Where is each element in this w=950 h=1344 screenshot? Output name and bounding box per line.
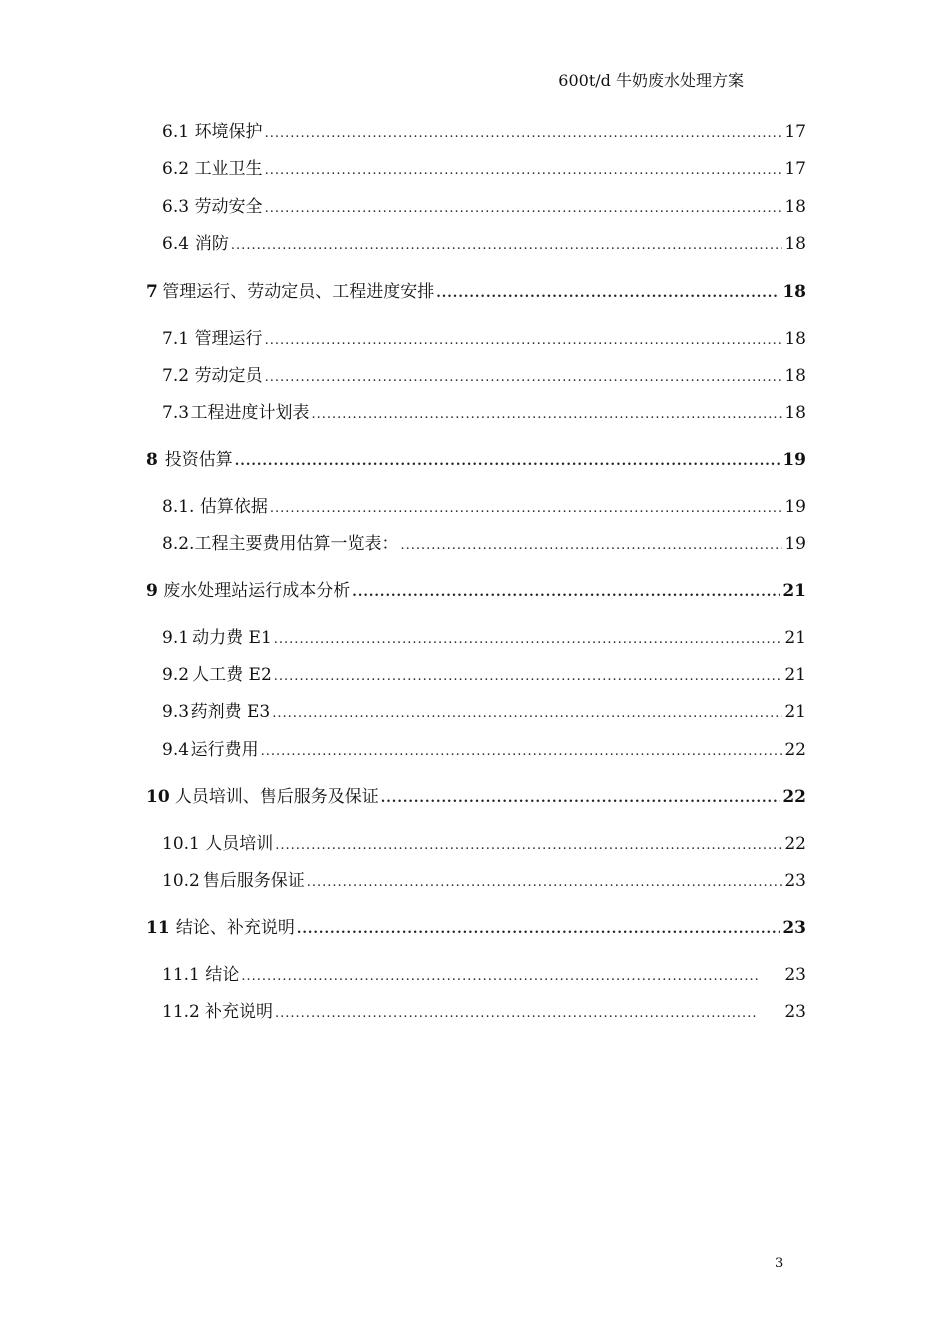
toc-entry-title: 工程主要费用估算一览表： (194, 534, 399, 554)
toc-dot-leader (265, 366, 783, 390)
toc-entry-title: 管理运行 (194, 329, 263, 349)
toc-entry-page: 22 (784, 740, 806, 760)
toc-entry-title: 结论 (205, 965, 240, 985)
toc-entry-title: 动力费 E1 (192, 628, 272, 648)
toc-entry-9-3[interactable] (162, 700, 806, 726)
toc-entry-number: 10.1 (162, 834, 200, 854)
toc-dot-leader (274, 665, 783, 689)
toc-entry-page: 22 (782, 787, 806, 807)
toc-entry-page: 19 (784, 534, 806, 554)
toc-entry-title: 药剂费 E3 (190, 702, 271, 722)
toc-dot-leader (307, 871, 783, 895)
toc-entry-number: 10.2 (162, 871, 200, 891)
toc-entry-page: 18 (782, 282, 806, 302)
toc-entry-page: 23 (784, 965, 806, 985)
toc-entry-page: 17 (784, 122, 806, 142)
toc-entry-page: 18 (784, 403, 806, 423)
toc-dot-leader (275, 834, 782, 858)
toc-entry-title: 估算依据 (199, 497, 268, 517)
toc-entry-title: 劳动定员 (194, 366, 263, 386)
toc-entry-number: 11.2 (162, 1002, 200, 1022)
toc-entry-6-1[interactable] (162, 120, 806, 146)
toc-entry-number: 9 (146, 581, 158, 601)
toc-entry-title: 工程进度计划表 (190, 403, 310, 423)
toc-entry-page: 21 (784, 628, 806, 648)
toc-dot-leader (436, 282, 780, 306)
toc-dot-leader (265, 159, 783, 183)
toc-entry-number: 8 (146, 450, 158, 470)
toc-dot-leader (265, 329, 783, 353)
toc-dot-leader (352, 581, 780, 605)
toc-dot-leader (270, 497, 782, 521)
toc-entry-7-3[interactable] (162, 401, 806, 427)
toc-dot-leader (381, 787, 781, 811)
toc-entry-number: 9.1 (162, 628, 190, 648)
toc-entry-8[interactable] (146, 448, 806, 474)
toc-entry-page: 21 (784, 702, 806, 722)
toc-entry-page: 18 (784, 329, 806, 349)
toc-dot-leader (265, 122, 783, 146)
toc-entry-page: 22 (784, 834, 806, 854)
toc-entry-number: 6.2 (162, 159, 190, 179)
toc-entry-10-2[interactable] (162, 869, 806, 895)
toc-entry-page: 21 (782, 581, 806, 601)
toc-entry-page: 23 (784, 1002, 806, 1022)
toc-entry-number: 7.2 (162, 366, 190, 386)
toc-entry-title: 人员培训 (205, 834, 274, 854)
toc-dot-leader (261, 740, 783, 764)
toc-entry-7-1[interactable] (162, 327, 806, 353)
toc-entry-title: 消防 (194, 234, 229, 254)
toc-entry-6-3[interactable] (162, 195, 806, 221)
toc-entry-title: 补充说明 (205, 1002, 274, 1022)
running-header: 600t/d 牛奶废水处理方案 (558, 71, 744, 90)
toc-entry-7-2[interactable] (162, 364, 806, 390)
toc-entry-number: 6.4 (162, 234, 190, 254)
toc-entry-title: 劳动安全 (194, 197, 263, 217)
toc-dot-leader (265, 197, 783, 221)
toc-entry-10-1[interactable] (162, 832, 806, 858)
toc-entry-title: 环境保护 (194, 122, 263, 142)
toc-entry-number: 11.1 (162, 965, 200, 985)
toc-entry-number: 9.3 (162, 702, 190, 722)
toc-dot-leader (274, 628, 783, 652)
toc-entry-number: 9.4 (162, 740, 190, 760)
toc-entry-title: 人工费 E2 (192, 665, 272, 685)
toc-entry-number: 10 (146, 787, 170, 807)
toc-entry-page: 19 (782, 450, 806, 470)
toc-entry-number: 7.3 (162, 403, 190, 423)
toc-entry-title: 售后服务保证 (202, 871, 305, 891)
toc-entry-page: 21 (784, 665, 806, 685)
toc-entry-number: 11 (146, 918, 170, 938)
toc-entry-title: 人员培训、售后服务及保证 (174, 787, 379, 807)
toc-entry-title: 工业卫生 (194, 159, 263, 179)
toc-entry-9-1[interactable] (162, 626, 806, 652)
toc-entry-title: 运行费用 (190, 740, 259, 760)
toc-entry-number: 9.2 (162, 665, 190, 685)
toc-entry-11[interactable] (146, 916, 806, 942)
toc-entry-title: 废水处理站运行成本分析 (163, 581, 351, 601)
toc-entry-page: 23 (782, 918, 806, 938)
toc-dot-leader (231, 234, 782, 258)
toc-entry-number: 6.1 (162, 122, 190, 142)
toc-entry-page: 19 (784, 497, 806, 517)
toc-entry-number: 7 (146, 282, 158, 302)
toc-entry-10[interactable] (146, 785, 806, 811)
toc-entry-title: 管理运行、劳动定员、工程进度安排 (162, 282, 435, 302)
toc-entry-number: 8.1. (162, 497, 195, 517)
toc-entry-6-4[interactable] (162, 232, 806, 258)
toc-entry-11-2[interactable] (162, 1000, 806, 1026)
toc-dot-leader (297, 918, 781, 942)
page-number: 3 (775, 1256, 784, 1271)
toc-entry-8-2[interactable] (162, 532, 806, 558)
toc-entry-7[interactable] (146, 280, 806, 306)
toc-dot-leader (400, 534, 782, 558)
toc-entry-number: 6.3 (162, 197, 190, 217)
toc-entry-page: 18 (784, 234, 806, 254)
toc-entry-page: 18 (784, 366, 806, 386)
toc-entry-9-2[interactable] (162, 663, 806, 689)
toc-entry-number: 8.2. (162, 534, 195, 554)
toc-dot-leader (275, 1002, 758, 1026)
toc-dot-leader (241, 965, 758, 989)
toc-entry-page: 18 (784, 197, 806, 217)
toc-dot-leader (272, 702, 782, 726)
toc-entry-6-2[interactable] (162, 157, 806, 183)
toc-entry-8-1[interactable] (162, 495, 806, 521)
toc-entry-page: 23 (784, 871, 806, 891)
toc-dot-leader (235, 450, 781, 474)
toc-entry-number: 7.1 (162, 329, 190, 349)
toc-entry-title: 结论、补充说明 (175, 918, 295, 938)
toc-entry-page: 17 (784, 159, 806, 179)
toc-entry-9[interactable] (146, 579, 806, 605)
toc-dot-leader (311, 403, 782, 427)
toc-entry-9-4[interactable] (162, 738, 806, 764)
toc-entry-11-1[interactable] (162, 963, 806, 989)
toc-entry-title: 投资估算 (164, 450, 233, 470)
